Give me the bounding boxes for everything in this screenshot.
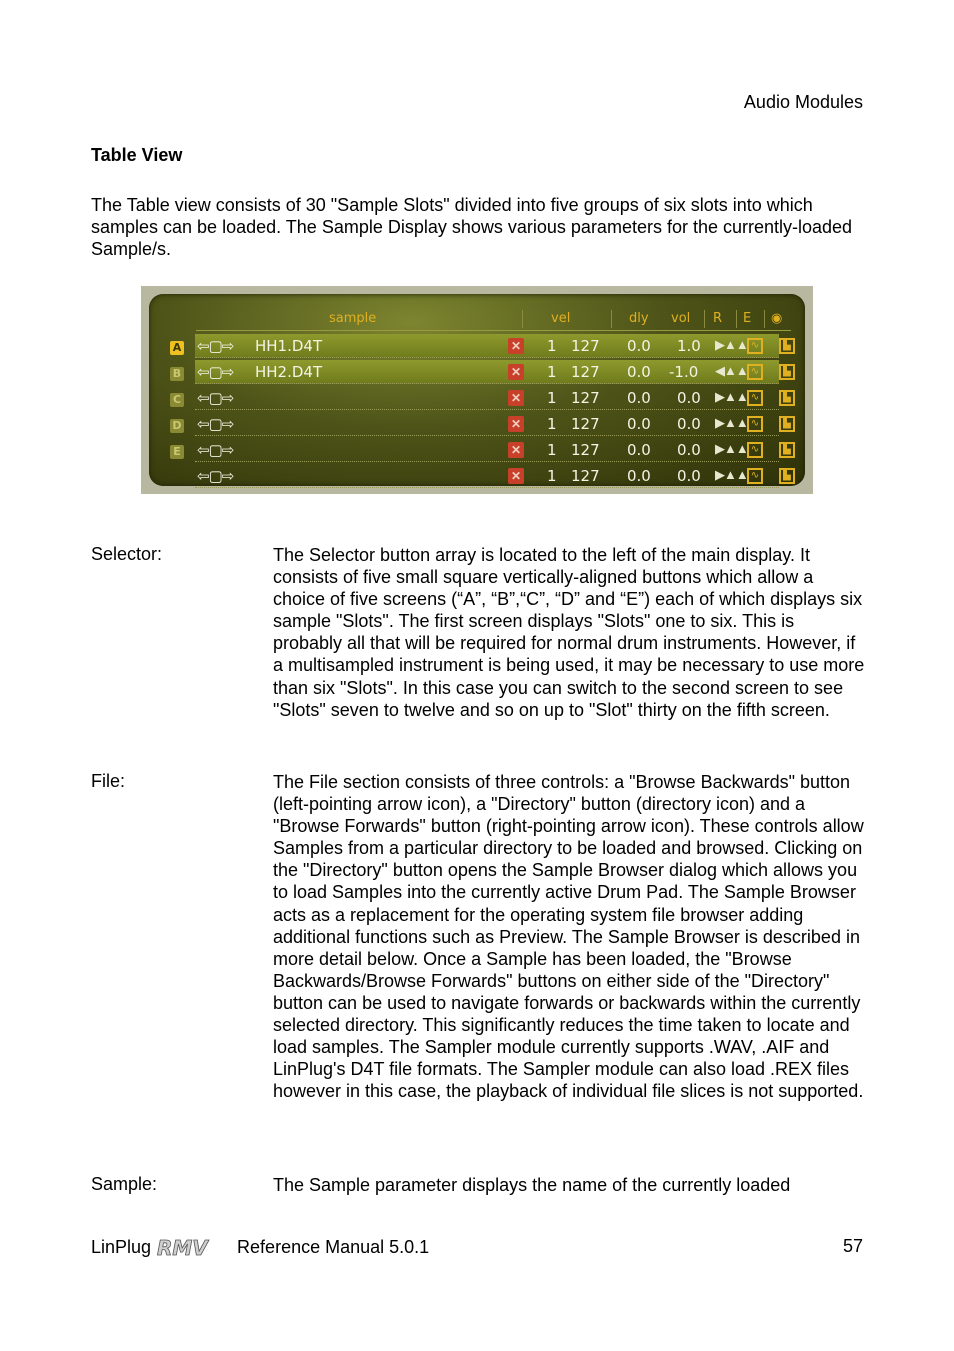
vel-high[interactable]: 127 — [571, 415, 600, 433]
intro-paragraph: The Table view consists of 30 "Sample Slots" divided into five groups of six slots into which samples can be loaded. The Sample Display shows various parameters for the currently-loaded Sample/s. — [91, 195, 853, 259]
sample-slot-row[interactable] — [195, 360, 791, 384]
volume-value[interactable]: 0.0 — [677, 415, 701, 433]
column-divider — [736, 310, 737, 328]
waveform-icon[interactable]: ▙ — [779, 468, 795, 484]
envelope-icon[interactable]: ∿ — [747, 338, 763, 354]
row-divider — [195, 435, 779, 436]
column-dly: dly — [629, 311, 649, 326]
waveform-icon[interactable]: ▙ — [779, 442, 795, 458]
logo-rm: RMV — [157, 1236, 208, 1258]
page-number: 57 — [842, 1236, 863, 1256]
column-sample: sample — [329, 311, 377, 326]
reverse-icon[interactable]: ◀▲▲ — [715, 363, 748, 378]
column-vel: vel — [551, 311, 571, 326]
header-rule — [196, 330, 791, 331]
sample-slot-row[interactable] — [195, 464, 791, 488]
column-divider — [704, 310, 705, 328]
file-browse-controls[interactable]: ⇦▢⇨ — [197, 442, 234, 459]
reverse-icon[interactable]: ▶▲▲ — [715, 337, 748, 352]
eye-icon: ◉ — [771, 311, 783, 326]
sample-table-panel — [141, 286, 813, 494]
section-heading: Table View — [91, 145, 183, 165]
remove-sample-button[interactable]: ✕ — [508, 442, 524, 458]
remove-sample-button[interactable]: ✕ — [508, 364, 524, 380]
vel-low[interactable]: 1 — [547, 415, 557, 433]
envelope-icon[interactable]: ∿ — [747, 364, 763, 380]
delay-value[interactable]: 0.0 — [627, 389, 651, 407]
running-header: Audio Modules — [743, 92, 863, 112]
file-browse-controls[interactable]: ⇦▢⇨ — [197, 390, 234, 407]
vel-low[interactable]: 1 — [547, 337, 557, 355]
column-divider — [611, 310, 612, 328]
sample-slot-row[interactable] — [195, 438, 791, 462]
sample-name: HH2.D4T — [255, 363, 323, 381]
row-divider — [195, 409, 779, 410]
footer-manual-title: Reference Manual 5.0.1 — [237, 1236, 430, 1257]
delay-value[interactable]: 0.0 — [627, 337, 651, 355]
sample-slot-row[interactable] — [195, 334, 791, 358]
row-divider — [195, 383, 779, 384]
waveform-icon[interactable]: ▙ — [779, 390, 795, 406]
remove-sample-button[interactable]: ✕ — [508, 416, 524, 432]
rmv-logo — [155, 1236, 231, 1258]
remove-sample-button[interactable]: ✕ — [508, 338, 524, 354]
waveform-icon[interactable]: ▙ — [779, 364, 795, 380]
waveform-icon[interactable]: ▙ — [779, 338, 795, 354]
remove-sample-button[interactable]: ✕ — [508, 390, 524, 406]
delay-value[interactable]: 0.0 — [627, 415, 651, 433]
row-divider — [195, 461, 779, 462]
vel-high[interactable]: 127 — [571, 337, 600, 355]
volume-value[interactable]: -1.0 — [669, 363, 699, 381]
row-divider — [195, 357, 779, 358]
footer — [91, 1236, 429, 1258]
column-divider — [764, 310, 765, 328]
vel-low[interactable]: 1 — [547, 441, 557, 459]
selector-a-button[interactable]: A — [170, 341, 184, 355]
file-browse-controls[interactable]: ⇦▢⇨ — [197, 364, 234, 381]
volume-value[interactable]: 0.0 — [677, 441, 701, 459]
vel-low[interactable]: 1 — [547, 363, 557, 381]
delay-value[interactable]: 0.0 — [627, 467, 651, 485]
file-browse-controls[interactable]: ⇦▢⇨ — [197, 468, 234, 485]
envelope-icon[interactable]: ∿ — [747, 390, 763, 406]
column-e: E — [743, 311, 752, 326]
selector-d-button[interactable]: D — [170, 419, 184, 433]
sample-slot-row[interactable] — [195, 412, 791, 436]
volume-value[interactable]: 1.0 — [677, 337, 701, 355]
envelope-icon[interactable]: ∿ — [747, 468, 763, 484]
definition-file: The File section consists of three controls: a "Browse Backwards" button (left-pointing arrow icon), a "Directory" button (directory icon) and a "Browse Forwards" button (right-pointing arrow icon). These controls allow Samples from a particular directory to be loaded and browsed. Clicking on the "Directory" button opens the Sample Browser dialog which allows you to load Samples into the currently active Drum Pad. The Sample Browser acts as a replacement for the operating system file browser adding additional functions such as Preview. The Sample Browser is described in more detail below. Once a Sample has been loaded, the "Browse Backwards/Browse Forwards" buttons on either side of the "Directory" button can be used to navigate forwards or backwards within the currently selected directory. This significantly reduces the time taken to locate and load samples. The Sampler module currently supports .WAV, .AIF and LinPlug's D4T file formats. The Sampler module can also load .REX files however in this case, the playback of individual file slices is not supported. — [273, 772, 864, 1102]
sample-name: HH1.D4T — [255, 337, 323, 355]
vel-high[interactable]: 127 — [571, 363, 600, 381]
term-sample: Sample: — [91, 1174, 158, 1194]
reverse-icon[interactable]: ▶▲▲ — [715, 441, 748, 456]
sample-slot-row[interactable] — [195, 386, 791, 410]
column-r: R — [713, 311, 723, 326]
delay-value[interactable]: 0.0 — [627, 441, 651, 459]
vel-high[interactable]: 127 — [571, 389, 600, 407]
term-file: File: — [91, 771, 126, 791]
vel-high[interactable]: 127 — [571, 441, 600, 459]
delay-value[interactable]: 0.0 — [627, 363, 651, 381]
volume-value[interactable]: 0.0 — [677, 389, 701, 407]
footer-brand: LinPlug — [91, 1236, 152, 1257]
reverse-icon[interactable]: ▶▲▲ — [715, 467, 748, 482]
selector-b-button[interactable]: B — [170, 367, 184, 381]
file-browse-controls[interactable]: ⇦▢⇨ — [197, 338, 234, 355]
vel-high[interactable]: 127 — [571, 467, 600, 485]
envelope-icon[interactable]: ∿ — [747, 416, 763, 432]
vel-low[interactable]: 1 — [547, 467, 557, 485]
column-divider — [522, 310, 523, 328]
selector-c-button[interactable]: C — [170, 393, 184, 407]
panel-display — [149, 294, 805, 486]
row-divider — [195, 487, 779, 488]
column-vol: vol — [671, 311, 691, 326]
remove-sample-button[interactable]: ✕ — [508, 468, 524, 484]
term-selector: Selector: — [91, 544, 163, 564]
reverse-icon[interactable]: ▶▲▲ — [715, 389, 748, 404]
envelope-icon[interactable]: ∿ — [747, 442, 763, 458]
definition-sample: The Sample parameter displays the name of the currently loaded — [273, 1175, 791, 1195]
waveform-icon[interactable]: ▙ — [779, 416, 795, 432]
reverse-icon[interactable]: ▶▲▲ — [715, 415, 748, 430]
selector-e-button[interactable]: E — [170, 445, 184, 459]
vel-low[interactable]: 1 — [547, 389, 557, 407]
file-browse-controls[interactable]: ⇦▢⇨ — [197, 416, 234, 433]
volume-value[interactable]: 0.0 — [677, 467, 701, 485]
definition-selector: The Selector button array is located to the left of the main display. It consists of five small square vertically-aligned buttons which allow a choice of five screens (“A”, “B”,“C”, “D” and “E”) each of which displays six sample "Slots". The first screen displays "Slots" one to six. This is probably all that will be required for normal drum instruments. However, if a multisampled instrument is being used, it may be necessary to use more than six "Slots". In this case you can switch to the second screen to see "Slots" seven to twelve and so on up to "Slot" thirty on the fifth screen. — [273, 545, 865, 720]
